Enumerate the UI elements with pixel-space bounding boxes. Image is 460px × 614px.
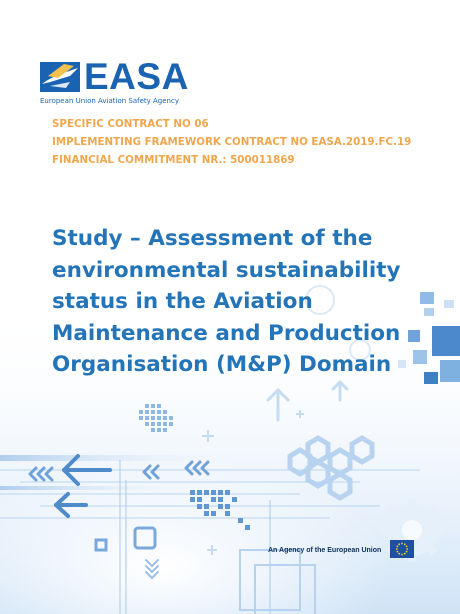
title-line: Organisation (M&P) Domain: [52, 352, 392, 377]
eu-flag-icon: [390, 540, 414, 558]
financial-commitment-line: FINANCIAL COMMITMENT NR.: 500011869: [52, 154, 295, 166]
agency-of-eu-text: An Agency of the European Union: [268, 547, 382, 554]
contract-info: [52, 115, 411, 169]
title-line: Study – Assessment of the: [52, 226, 373, 251]
framework-contract-line: IMPLEMENTING FRAMEWORK CONTRACT NO EASA.2019.FC.19: [52, 136, 412, 148]
title-line: environmental sustainability: [52, 257, 401, 283]
easa-logo: [40, 58, 200, 108]
specific-contract-line: SPECIFIC CONTRACT NO 06: [52, 118, 209, 130]
title-line: Maintenance and Production: [52, 320, 401, 346]
easa-logo-icon: [40, 62, 80, 92]
easa-wordmark: EASA: [84, 56, 189, 97]
easa-logo-subtitle: European Union Aviation Safety Agency: [40, 97, 179, 105]
title-line: status in the Aviation: [52, 289, 313, 314]
document-title: [52, 223, 452, 381]
